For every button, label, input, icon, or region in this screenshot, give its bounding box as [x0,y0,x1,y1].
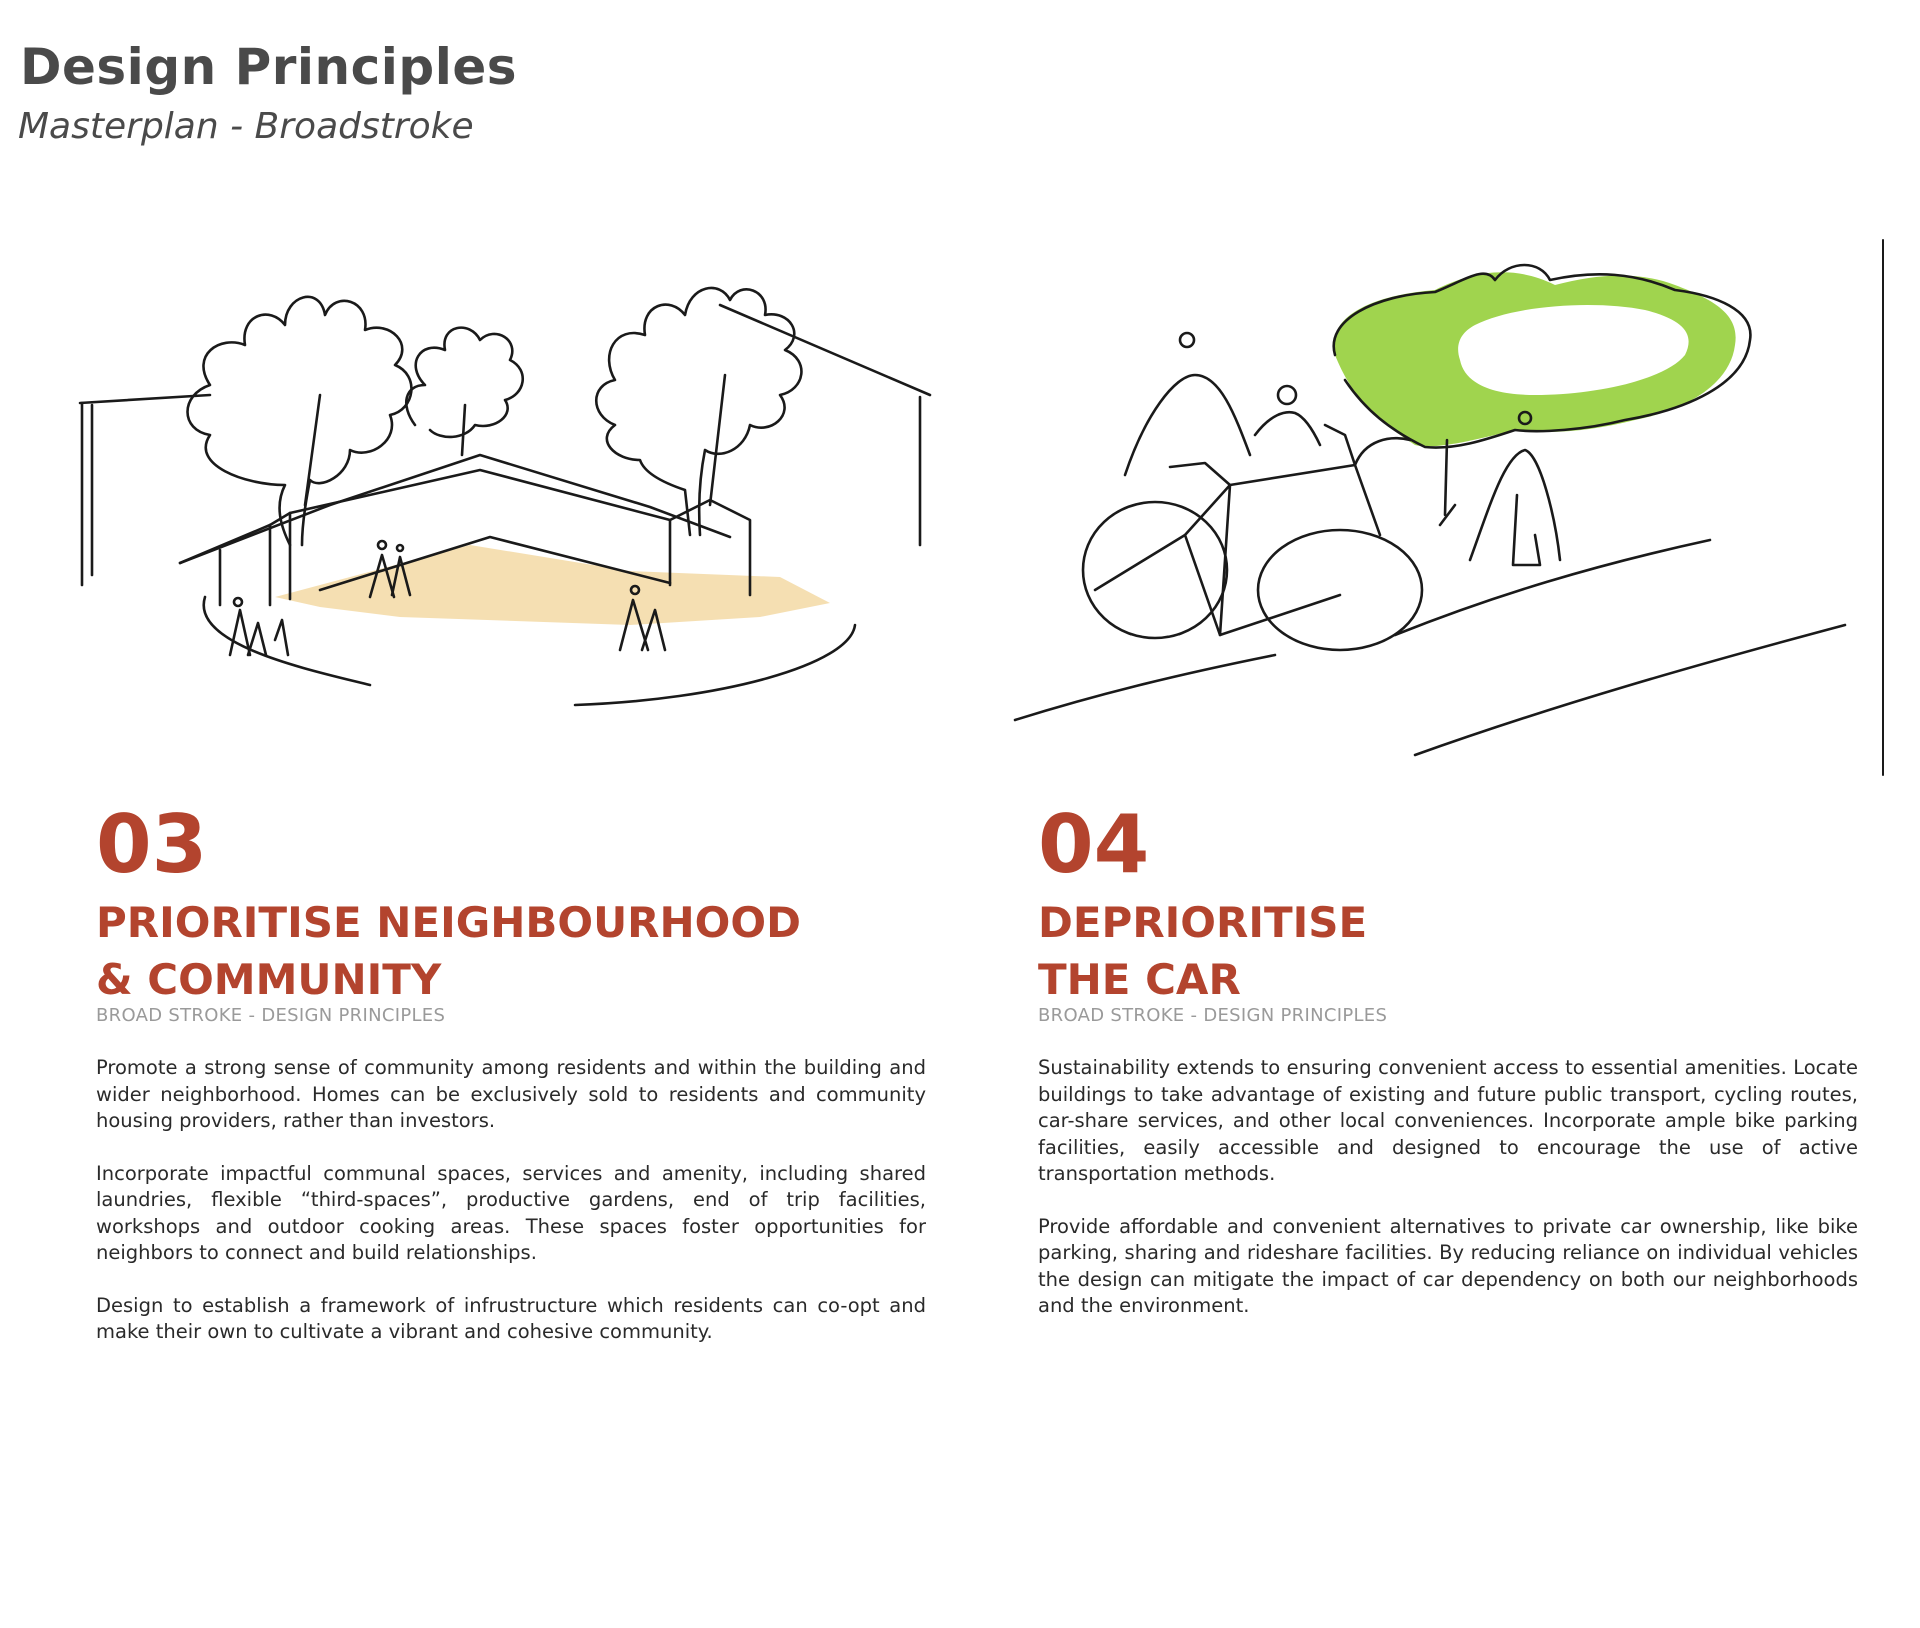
principle-heading-line-2: THE CAR [1038,955,1241,1004]
principle-heading [96,894,926,1008]
principle-paragraph: Sustainability extends to ensuring convenient access to essential amenities. Locate buildings to take advantage of existing and future public transport, cycling routes, car-share services, and other local conveniences. Incorporate ample bike parking facilities, easily accessible and designed to encourage the use of active transportation methods. [1038,1056,1858,1185]
principle-number: 04 [1038,798,1150,891]
courtyard-fill [275,545,830,625]
principle-heading-line-2: & COMMUNITY [96,955,442,1004]
principle-paragraph: Provide affordable and convenient alternatives to private car ownership, like bike parking, sharing and rideshare facilities. By reducing reliance on individual vehicles the design can mitigate the impact of car dependency on both our neighborhoods and the environment. [1038,1214,1858,1317]
page-subtitle: Masterplan - Broadstroke [18,106,474,147]
principle-04 [1038,800,1858,1346]
principle-heading [1038,894,1858,1008]
principle-heading-line-1: DEPRIORITISE [1038,898,1368,947]
principle-03 [96,800,926,1372]
principle-tag: BROAD STROKE - DESIGN PRINCIPLES [96,1005,446,1026]
principle-paragraph: Promote a strong sense of community among residents and within the building and wider neighborhood. Homes can be exclusively sold to residents and community housing providers, rather than investors. [96,1056,926,1132]
principle-tag: BROAD STROKE - DESIGN PRINCIPLES [1038,1005,1388,1026]
principle-heading-line-1: PRIORITISE NEIGHBOURHOOD [96,898,801,947]
principle-paragraph: Incorporate impactful communal spaces, services and amenity, including shared laundries, flexible “third-spaces”, productive gardens, end of trip facilities, workshops and outdoor cooking areas. These spaces foster opportunities for neighbors to connect and build relationships. [96,1161,926,1264]
principle-number: 03 [96,798,208,891]
page-title: Design Principles [20,38,518,96]
bicycle-sketch [995,235,1890,780]
courtyard-sketch [70,245,970,715]
principle-paragraph: Design to establish a framework of infrustructure which residents can co-opt and make their own to cultivate a vibrant and cohesive community. [96,1293,926,1343]
